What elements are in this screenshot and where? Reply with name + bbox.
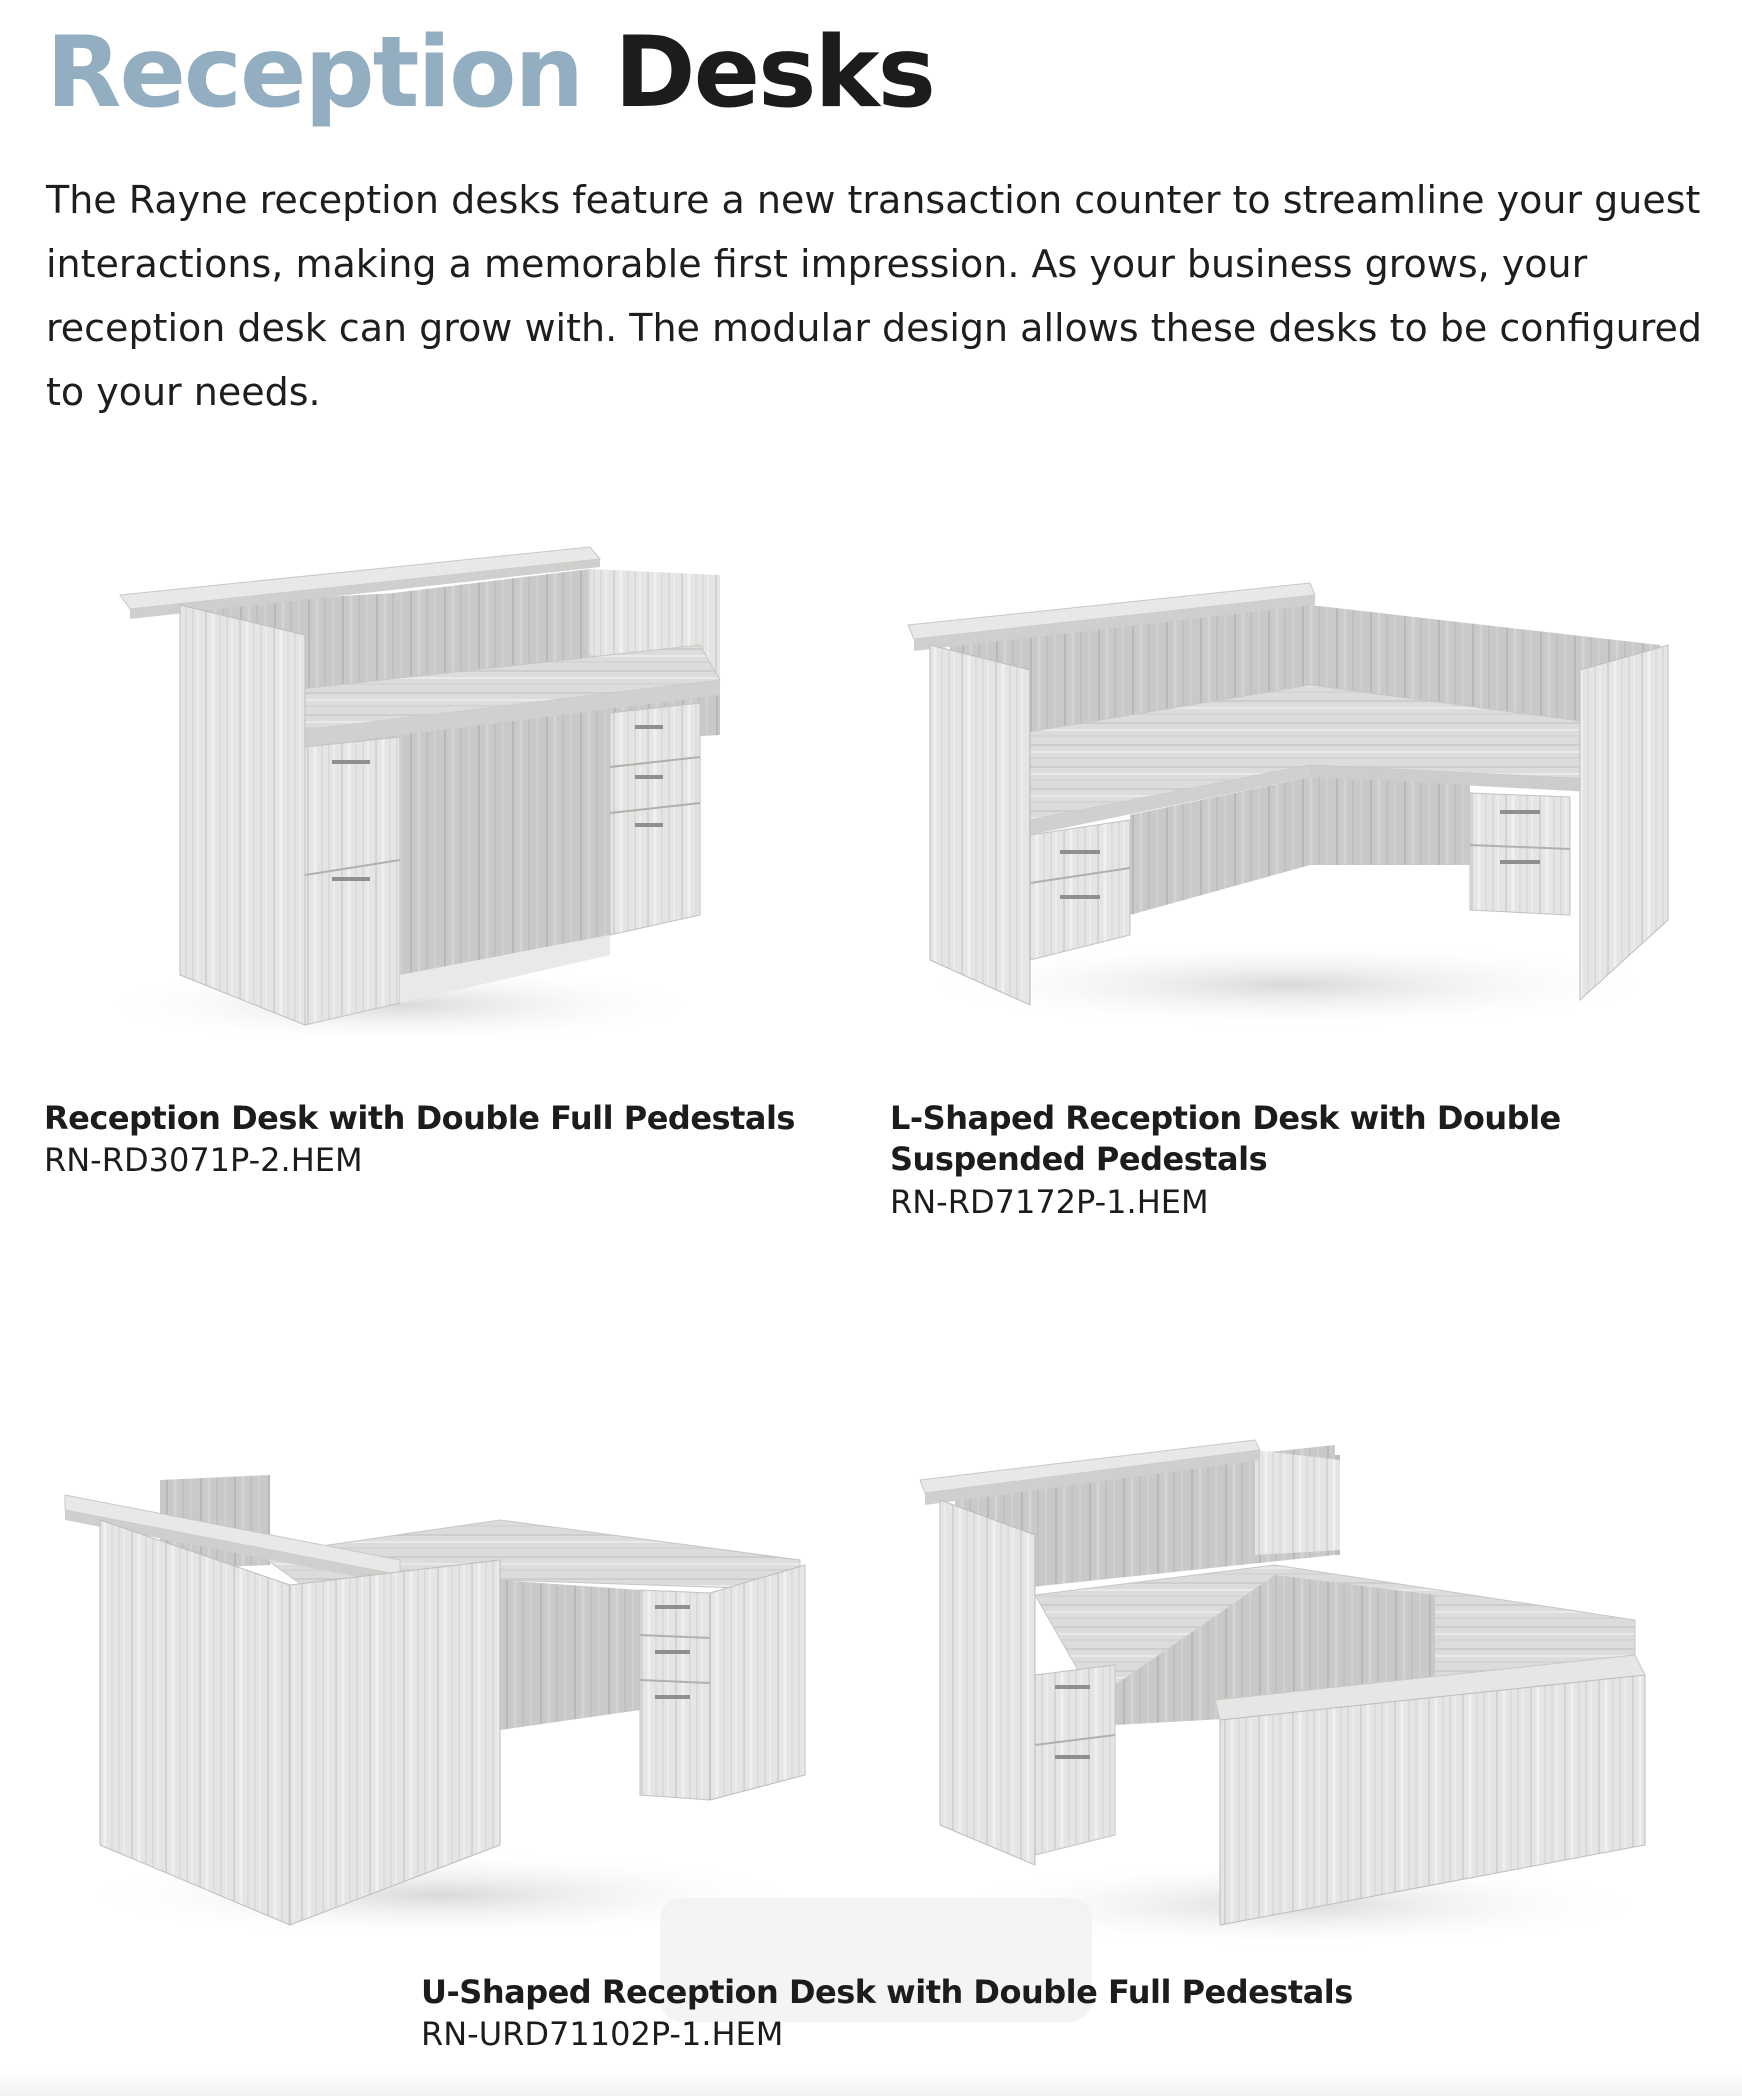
intro-paragraph: The Rayne reception desks feature a new transaction counter to streamline your guest interactions, making a memorable first impression. As your business grows, your reception desk can grow with. The modular design allows these desks to be configured to your needs.: [46, 178, 1703, 414]
product-image-u-shaped-desk-right: [915, 1425, 1655, 1945]
page-title: [46, 8, 934, 138]
product-image-reception-desk: [100, 535, 740, 1035]
product-name-u-shaped-desk: U-Shaped Reception Desk with Double Full Pedestals: [421, 1973, 1353, 2011]
product-name-reception-desk: Reception Desk with Double Full Pedestals: [44, 1099, 795, 1137]
product-name-l-shaped-desk: L-Shaped Reception Desk with Double Suspended Pedestals: [890, 1099, 1561, 1178]
product-sku-l-shaped-desk: RN-RD7172P-1.HEM: [890, 1183, 1209, 1221]
product-image-l-shaped-desk: [890, 565, 1680, 1025]
product-image-u-shaped-desk-left: [60, 1465, 820, 1935]
title-accent-word: Reception: [46, 16, 583, 130]
product-sku-u-shaped-desk: RN-URD71102P-1.HEM: [421, 2015, 784, 2053]
product-sku-reception-desk: RN-RD3071P-2.HEM: [44, 1141, 363, 1179]
bottom-edge: [0, 2070, 1742, 2096]
title-main-word: Desks: [614, 16, 934, 130]
